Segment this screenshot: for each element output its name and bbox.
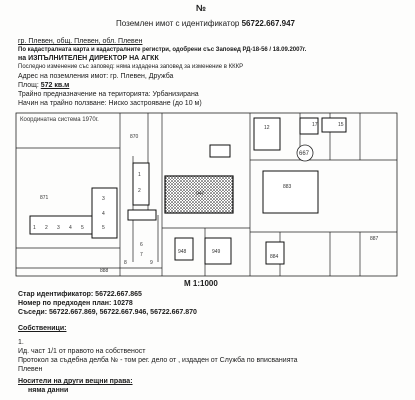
ownership-share: Ид. част 1/1 от правото на собственост (18, 348, 146, 355)
plot-number-3-left: 3 (102, 196, 105, 202)
plot-number-2-bottom: 2 (45, 225, 48, 231)
plot-number-4-left: 4 (102, 211, 105, 217)
plot-number-887: 887 (370, 236, 379, 242)
property-identifier: 56722.667.947 (241, 19, 295, 28)
plot-number-884: 884 (270, 254, 279, 260)
coordinate-system-label: Координатна система 1970г. (20, 117, 99, 123)
plot-number-947: 947 (196, 191, 205, 197)
registry-city: Плевен (18, 366, 43, 373)
plot-number-1-bottom: 1 (33, 225, 36, 231)
neighbours: Съседи: 56722.667.869, 56722.667.946, 56722.667.870 (18, 309, 197, 316)
owners-heading: Собственици: (18, 325, 67, 332)
purpose-line: Трайно предназначение на територията: Урбанизирана (18, 91, 199, 98)
plot-number-5-left: 5 (102, 225, 105, 231)
city-line: гр. Плевен, общ. Плевен, обл. Плевен (18, 38, 143, 45)
plot-number-8: 8 (124, 260, 127, 266)
plot-number-3-bottom: 3 (57, 225, 60, 231)
area-label: Площ: (18, 82, 39, 89)
usage-line: Начин на трайно ползване: Ниско застрояване (до 10 м) (18, 100, 202, 107)
plot-number-15: 15 (338, 122, 344, 128)
other-rights-value: няма данни (28, 387, 69, 394)
director-line: на ИЗПЪЛНИТЕЛЕН ДИРЕКТОР НА АГКК (18, 55, 159, 62)
plot-number-4-bottom: 4 (69, 225, 72, 231)
plot-number-871: 871 (40, 195, 49, 201)
plot-number-870: 870 (130, 134, 139, 140)
owner-item-number: 1. (18, 339, 24, 346)
other-rights-heading: Носители на други вещни права: (18, 378, 133, 385)
plot-number-948: 948 (178, 249, 187, 255)
plot-number-17: 17 (312, 122, 318, 128)
title-prefix: Поземлен имот с идентификатор (116, 19, 240, 28)
plot-number-2-left: 2 (138, 188, 141, 194)
area-value: 572 кв.м (40, 82, 70, 89)
protocol-line: Протокол за съдебна делба № - том рег. дело от , издаден от Служба по вписванията (18, 357, 298, 364)
plot-number-5-bottom: 5 (81, 225, 84, 231)
plot-number-6: 6 (140, 242, 143, 248)
plot-number-883: 883 (283, 184, 292, 190)
map-scale: М 1:1000 (184, 279, 218, 288)
plot-number-1-left: 1 (138, 172, 141, 178)
address-line: Адрес на поземления имот: гр. Плевен, Дружба (18, 73, 174, 80)
old-identifier: Стар идентификатор: 56722.667.865 (18, 291, 142, 298)
previous-plan-number: Номер по предходен план: 10278 (18, 300, 133, 307)
document-number: № (196, 3, 207, 13)
plot-number-7: 7 (140, 252, 143, 258)
last-change-line: Последно изменение със заповед: няма издадена заповед за изменение в КККР (18, 64, 244, 70)
cadastre-line: По кадастралната карта и кадастралните регистри, одобрени със Заповед РД-18-56 / 18.09.2007г. (18, 47, 307, 53)
plot-number-949: 949 (212, 249, 221, 255)
plot-number-12: 12 (264, 125, 270, 131)
plot-number-9: 9 (150, 260, 153, 266)
plot-number-888: 888 (100, 268, 109, 274)
plot-number-667: 667 (299, 151, 310, 157)
